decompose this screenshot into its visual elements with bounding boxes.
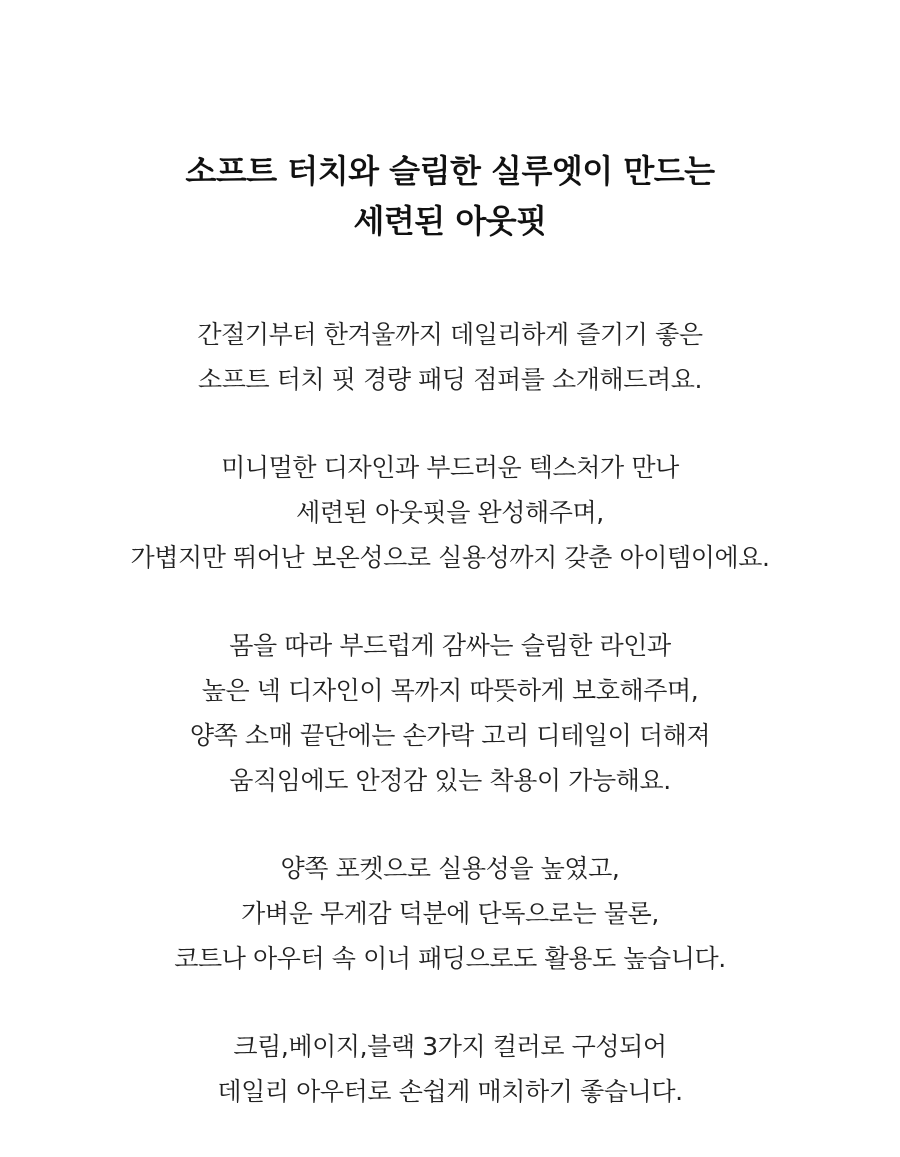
- paragraph-line: 미니멀한 디자인과 부드러운 텍스처가 만나: [221, 453, 679, 482]
- paragraph-line: 가볍지만 뛰어난 보온성으로 실용성까지 갖춘 아이템이에요.: [130, 543, 770, 572]
- paragraph-line: 크림,베이지,블랙 3가지 컬러로 구성되어: [233, 1032, 667, 1061]
- paragraph-line: 양쪽 소매 끝단에는 손가락 고리 디테일이 더해져: [189, 721, 711, 750]
- paragraph-line: 양쪽 포켓으로 실용성을 높였고,: [280, 854, 620, 883]
- page-title: [0, 146, 900, 246]
- paragraph-line: 움직임에도 안정감 있는 착용이 가능해요.: [229, 766, 671, 795]
- title-line: 세련된 아웃핏: [353, 202, 547, 240]
- paragraph-line: 가벼운 무게감 덕분에 단독으로는 물론,: [241, 899, 659, 928]
- paragraph-line: 높은 넥 디자인이 목까지 따뜻하게 보호해주며,: [201, 676, 699, 705]
- paragraph-line: 코트나 아우터 속 이너 패딩으로도 활용도 높습니다.: [174, 944, 726, 973]
- paragraph-line: 몸을 따라 부드럽게 감싸는 슬림한 라인과: [229, 631, 671, 660]
- paragraph-line: 데일리 아우터로 손쉽게 매치하기 좋습니다.: [217, 1077, 683, 1106]
- description-paragraph: [0, 445, 900, 580]
- paragraph-line: 세련된 아웃핏을 완성해주며,: [296, 498, 604, 527]
- description-paragraph: [0, 846, 900, 981]
- description-paragraph: [0, 312, 900, 402]
- title-line: 소프트 터치와 슬림한 실루엣이 만드는: [185, 152, 715, 190]
- description-paragraph: [0, 623, 900, 803]
- description-body: [0, 312, 900, 1157]
- paragraph-line: 소프트 터치 핏 경량 패딩 점퍼를 소개해드려요.: [197, 365, 703, 394]
- description-paragraph: [0, 1024, 900, 1114]
- paragraph-line: 간절기부터 한겨울까지 데일리하게 즐기기 좋은: [197, 320, 703, 349]
